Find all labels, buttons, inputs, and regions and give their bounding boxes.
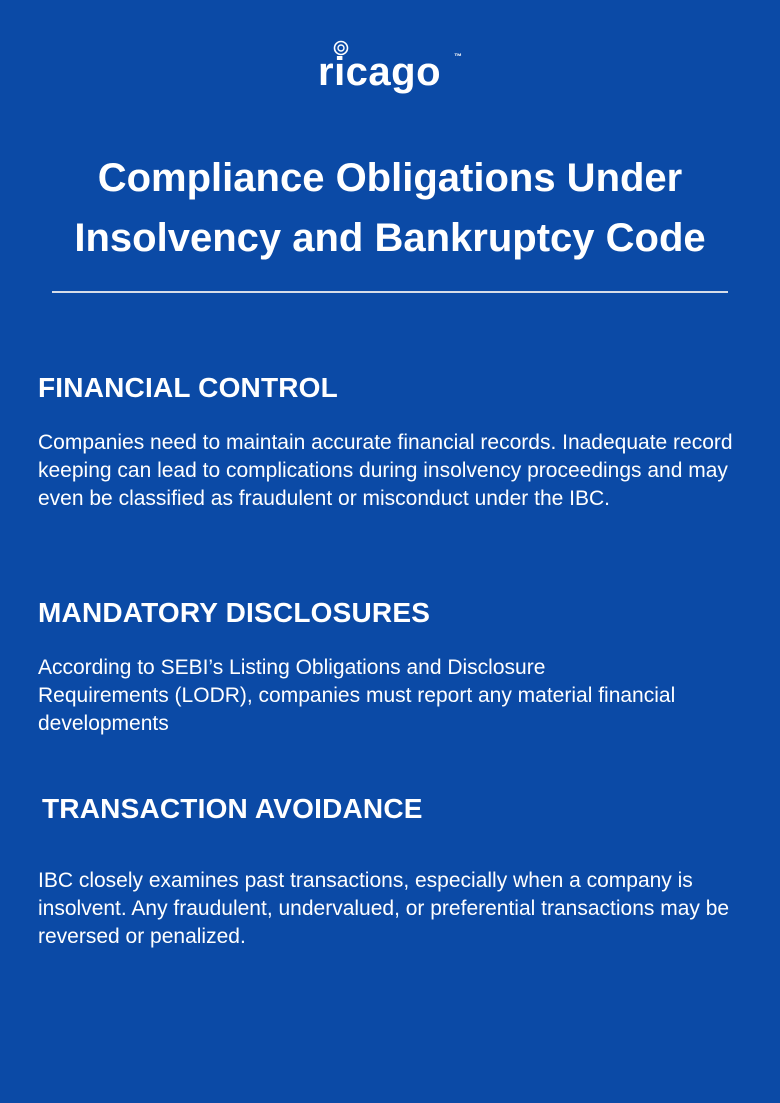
title-line-1: Compliance Obligations Under bbox=[97, 156, 683, 200]
page-title bbox=[30, 148, 750, 268]
logo-wordmark: ricago bbox=[318, 50, 442, 94]
section-body-mandatory-disclosures: According to SEBI’s Listing Obligations and Disclosure Requirements (LODR), companies must report any material financial developments bbox=[38, 656, 676, 735]
section-body-transaction-avoidance: IBC closely examines past transactions, especially when a company is insolvent. Any fraudulent, undervalued, or preferential transactions may be reversed or penalized. bbox=[38, 869, 730, 948]
ricago-logo bbox=[318, 38, 468, 98]
title-line-2: Insolvency and Bankruptcy Code bbox=[74, 216, 706, 260]
section-body-financial-control: Companies need to maintain accurate financial records. Inadequate record keeping can lead to complications during insolvency proceedings and may even be classified as fraudulent or misconduct under the IBC. bbox=[38, 431, 733, 510]
section-heading-financial-control: FINANCIAL CONTROL bbox=[38, 372, 338, 403]
logo-trademark: ™ bbox=[454, 52, 462, 61]
section-heading-mandatory-disclosures: MANDATORY DISCLOSURES bbox=[38, 597, 431, 628]
section-heading-transaction-avoidance: TRANSACTION AVOIDANCE bbox=[42, 793, 423, 824]
title-divider bbox=[52, 291, 728, 293]
